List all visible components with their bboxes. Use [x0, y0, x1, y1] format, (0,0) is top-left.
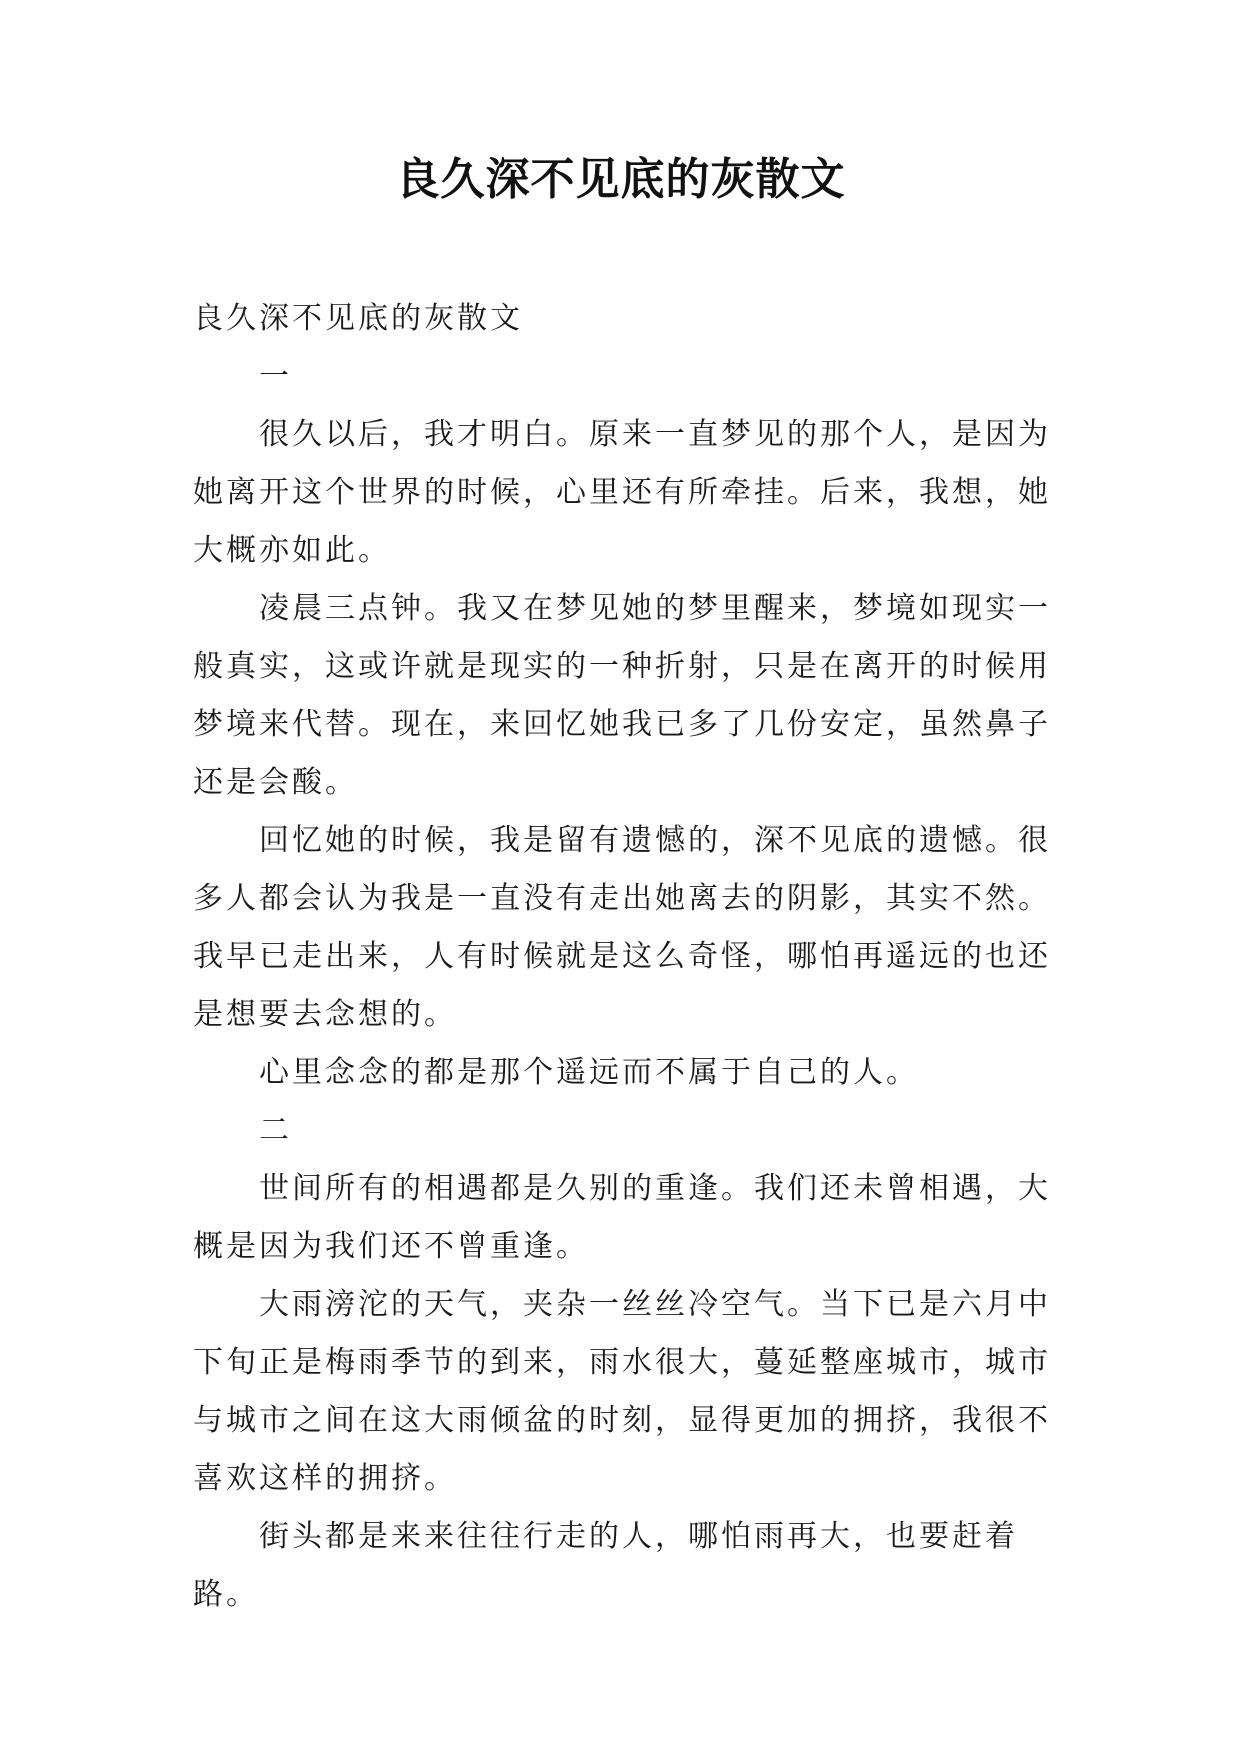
section-number-two: 二 [259, 1113, 292, 1148]
body-paragraph: 很久以后，我才明白。原来一直梦见的那个人，是因为她离开这个世界的时候，心里还有所牵挂。后来，我想，她大概亦如此。 [193, 417, 1051, 568]
subtitle-paragraph: 良久深不见底的灰散文 [193, 301, 523, 336]
body-paragraph: 回忆她的时候，我是留有遗憾的，深不见底的遗憾。很多人都会认为我是一直没有走出她离去的阴影，其实不然。我早已走出来，人有时候就是这么奇怪，哪怕再遥远的也还是想要去念想的。 [193, 823, 1051, 1032]
body-paragraph: 大雨滂沱的天气，夹杂一丝丝冷空气。当下已是六月中下旬正是梅雨季节的到来，雨水很大，蔓延整座城市，城市与城市之间在这大雨倾盆的时刻，显得更加的拥挤，我很不喜欢这样的拥挤。 [193, 1287, 1051, 1496]
body-paragraph: 心里念念的都是那个遥远而不属于自己的人。 [259, 1055, 919, 1090]
section-number-one: 一 [259, 359, 292, 394]
body-paragraph: 街头都是来来往往行走的人，哪怕雨再大，也要赶着路。 [193, 1519, 1018, 1612]
body-paragraph: 凌晨三点钟。我又在梦见她的梦里醒来，梦境如现实一般真实，这或许就是现实的一种折射，只是在离开的时候用梦境来代替。现在，来回忆她我已多了几份安定，虽然鼻子还是会酸。 [193, 591, 1051, 800]
body-paragraph: 世间所有的相遇都是久别的重逢。我们还未曾相遇，大概是因为我们还不曾重逢。 [193, 1171, 1051, 1264]
document-title: 良久深不见底的灰散文 [395, 154, 846, 205]
document-body [193, 290, 1073, 1624]
